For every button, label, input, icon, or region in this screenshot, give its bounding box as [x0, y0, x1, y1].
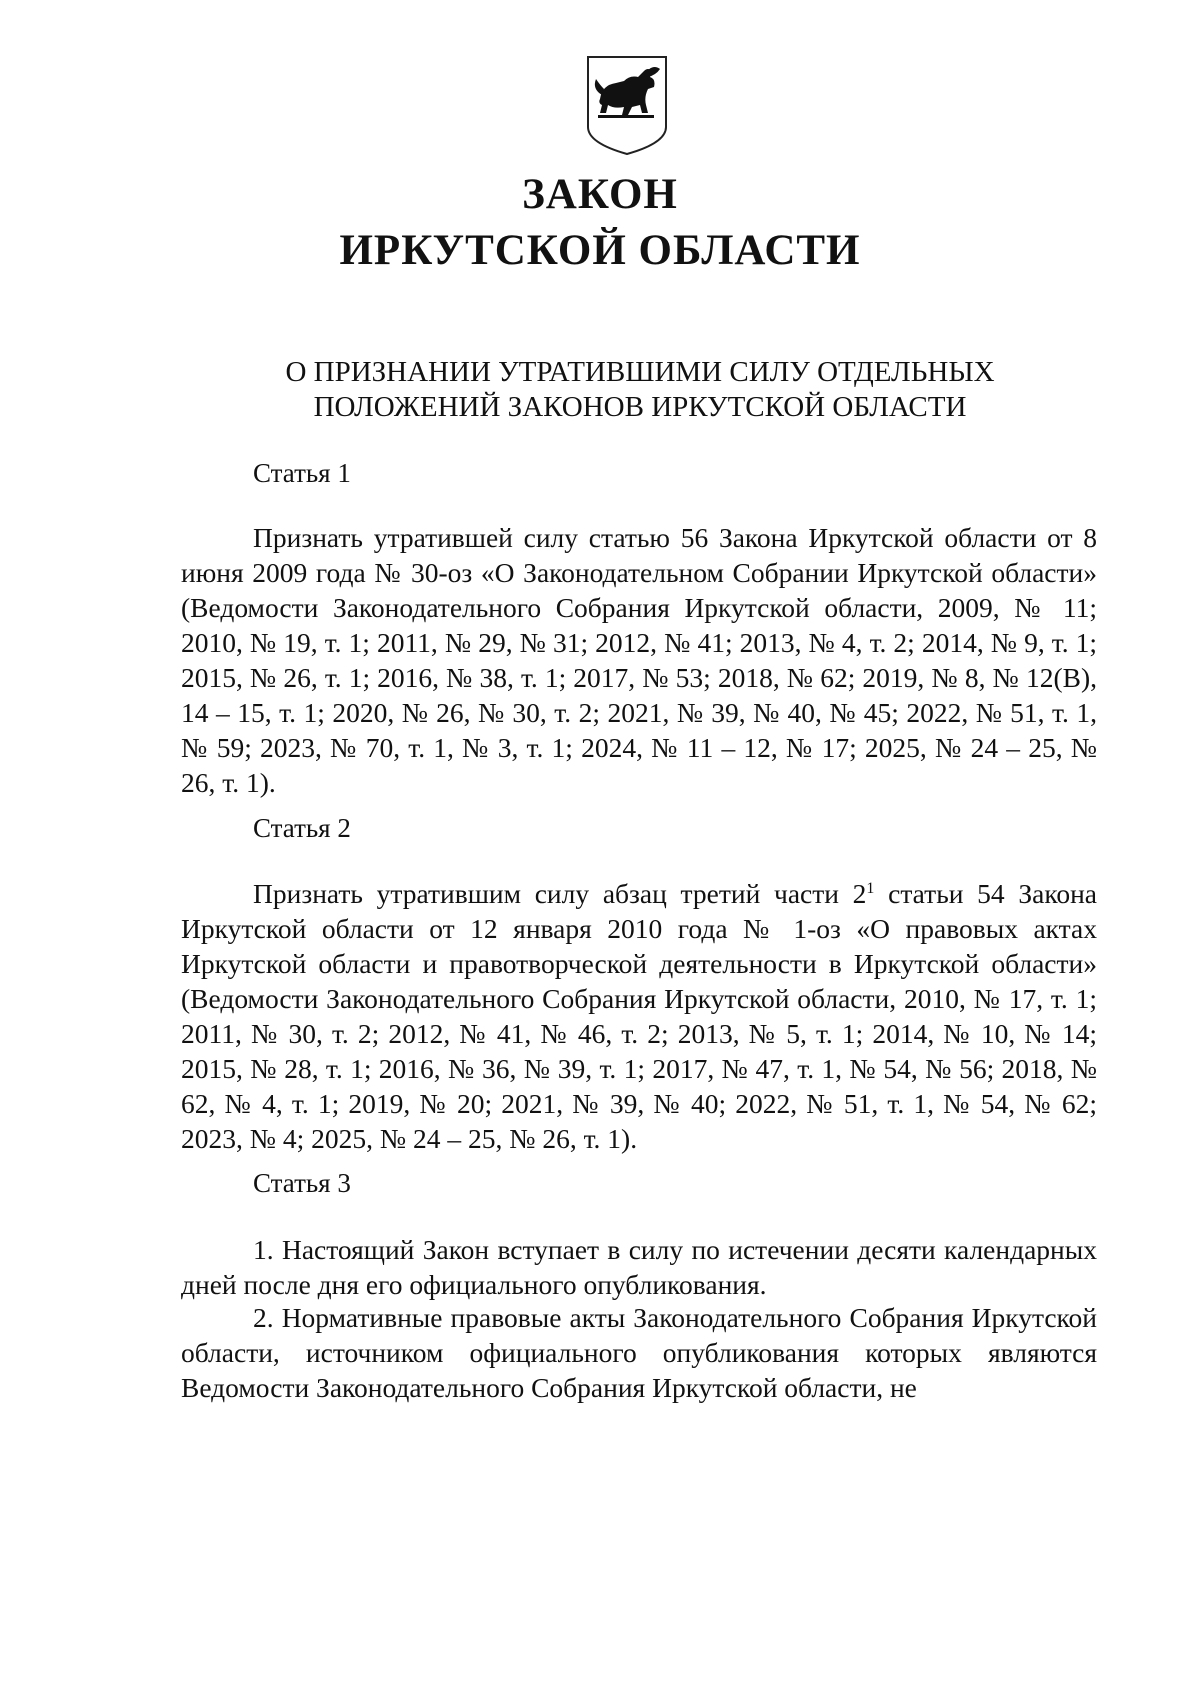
article-2-heading: Статья 2	[253, 813, 351, 843]
law-subject-line-1: О ПРИЗНАНИИ УТРАТИВШИМИ СИЛУ ОТДЕЛЬНЫХ	[285, 356, 995, 388]
article-3-item-2: 2. Нормативные правовые акты Законодательного Собрания Иркутской области, источником официального опубликования которых являются Ведомости Законодательного Собрания Иркутской области, не	[181, 1302, 1097, 1403]
law-subject-line-2: ПОЛОЖЕНИЙ ЗАКОНОВ ИРКУТСКОЙ ОБЛАСТИ	[313, 391, 967, 423]
article-3-item-1: 1. Настоящий Закон вступает в силу по истечении десяти календарных дней после дня его официального опубликования.	[181, 1234, 1097, 1300]
article-2-superscript: 1	[866, 879, 875, 897]
article-2-text	[181, 876, 1097, 1156]
article-2-text-part-2: статьи 54 Закона Иркутской области от 12 января 2010 года № 1-оз «О правовых актах Иркутской области и правотворческой деятельности в Иркутской области» (Ведомости Законодательного Собрания Иркутской области, 2010, № 17, т. 1; 2011, № 30, т. 2; 2012, № 41, № 46, т. 2; 2013, № 5, т. 1; 2014, № 10, № 14; 2015, № 28, т. 1; 2016, № 36, № 39, т. 1; 2017, № 47, т. 1, № 54, № 56; 2018, № 62, № 4, т. 1; 2019, № 20; 2021, № 39, № 40; 2022, № 51, т. 1, № 54, № 62; 2023, № 4; 2025, № 24 – 25, № 26, т. 1).	[181, 878, 1097, 1154]
article-2-text-part-1: Признать утратившим силу абзац третий части 2	[253, 878, 867, 909]
document-title-line-1: ЗАКОН	[522, 171, 678, 218]
law-subject	[180, 355, 1100, 425]
article-1-text: Признать утратившей силу статью 56 Закона Иркутской области от 8 июня 2009 года № 30-оз «О Законодательном Собрании Иркутской области» (Ведомости Законодательного Собрания Иркутской области, 2009, № 11; 2010, № 19, т. 1; 2011, № 29, № 31; 2012, № 41; 2013, № 4, т. 2; 2014, № 9, т. 1; 2015, № 26, т. 1; 2016, № 38, т. 1; 2017, № 53; 2018, № 62; 2019, № 8, № 12(В), 14 – 15, т. 1; 2020, № 26, № 30, т. 2; 2021, № 39, № 40, № 45; 2022, № 51, т. 1, № 59; 2023, № 70, т. 1, № 3, т. 1; 2024, № 11 – 12, № 17; 2025, № 24 – 25, № 26, т. 1).	[181, 522, 1097, 798]
coat-of-arms-icon	[586, 55, 668, 157]
article-1-heading: Статья 1	[253, 458, 351, 488]
article-3-heading: Статья 3	[253, 1168, 351, 1198]
document-title-line-2: ИРКУТСКОЙ ОБЛАСТИ	[339, 227, 861, 274]
